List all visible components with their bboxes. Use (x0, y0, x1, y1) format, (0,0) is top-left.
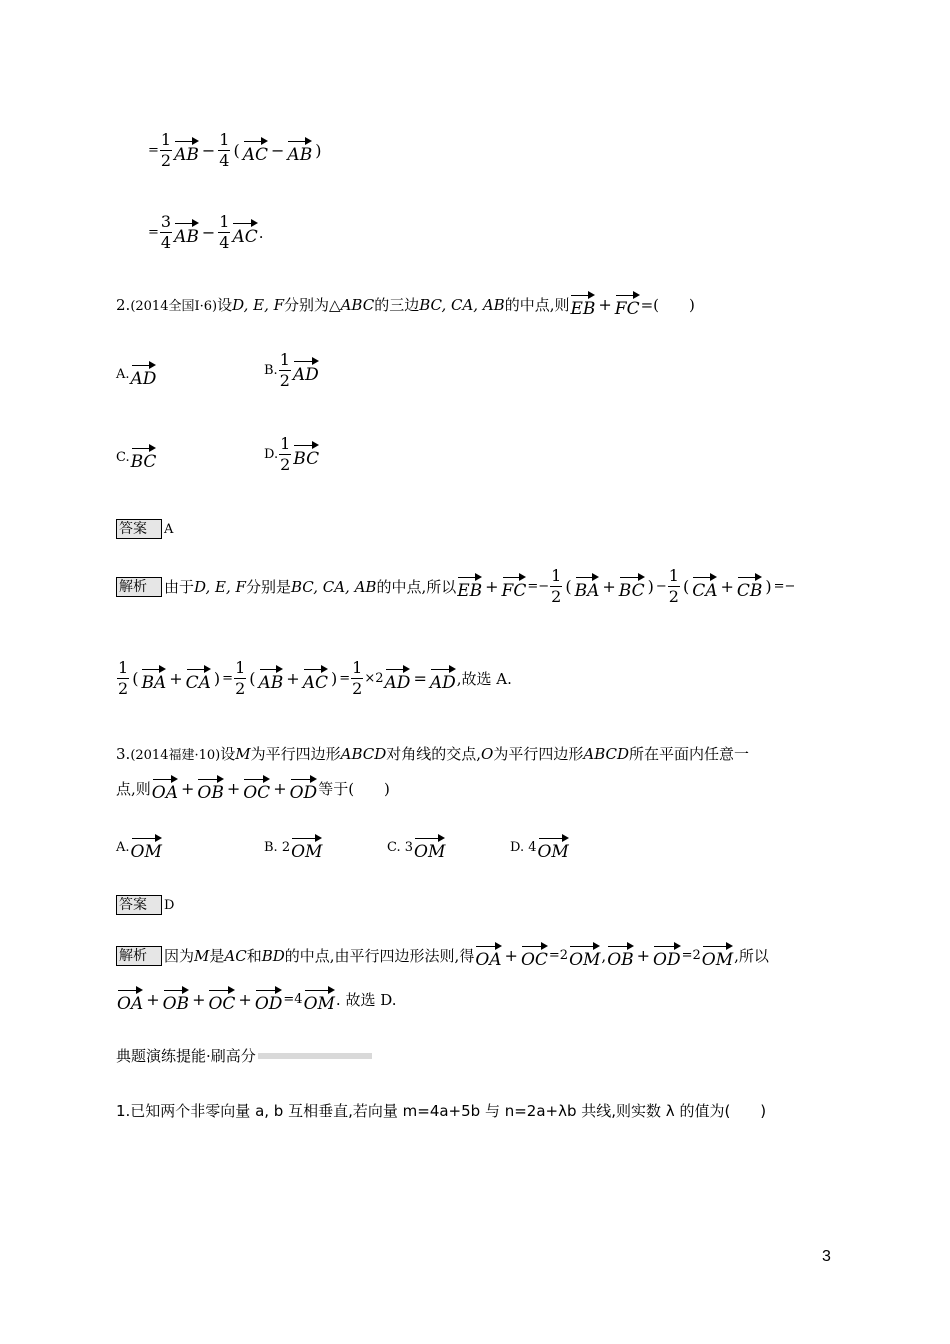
vector-oc: OC (521, 941, 548, 970)
vector-ob: OB (197, 774, 223, 803)
q2-stem: 2. (2014全国Ⅰ·6) 设 D, E, F 分别为△ ABC 的三边 BC, CA, AB 的中点,则 EB + FC =( ) (116, 290, 695, 319)
vector-oa: OA (152, 774, 178, 803)
fraction-half: $\frac{1}{2}$ (352, 658, 363, 698)
vector-om: OM (291, 833, 322, 862)
answer-value: A (164, 521, 174, 537)
vector-ad: AD (293, 356, 319, 385)
answer-tag: 答案 (116, 519, 162, 539)
vector-ad: AD (385, 664, 411, 693)
vector-ob: OB (163, 985, 189, 1014)
fraction-half: $\frac{1}{2}$ (279, 350, 290, 390)
analysis-tag: 解析 (116, 946, 162, 966)
vector-ab: AB (259, 664, 284, 693)
q2-analysis-line-1: 解析 由于 D, E, F 分别是 BC, CA, AB 的中点,所以 EB + FC =− $\frac{1}{2}$ ( BA + BC ) − $\frac{1}{2}$ ( CA + CB ) =− (116, 568, 795, 605)
vector-ad: AD (430, 664, 456, 693)
answer-value: D (164, 897, 175, 913)
analysis-tag: 解析 (116, 577, 162, 597)
q2-option-a: A. AD (116, 360, 157, 389)
q2-option-d: D. $\frac{1}{2}$ BC (264, 434, 320, 474)
vector-ab: AB (287, 136, 312, 165)
fraction-half: $\frac{1}{2}$ (668, 566, 679, 606)
vector-od: OD (255, 985, 283, 1014)
vector-eb: EB (457, 572, 482, 601)
vector-bc: BC (131, 443, 157, 472)
q2-number: 2. (116, 295, 131, 314)
equals: = (148, 143, 159, 158)
vector-oc: OC (208, 985, 235, 1014)
q2-option-b: B. $\frac{1}{2}$ AD (264, 350, 319, 390)
q3-number: 3. (116, 744, 131, 763)
q2-option-c: C. BC (116, 443, 157, 472)
vector-ad: AD (131, 360, 157, 389)
vector-ca: CA (186, 664, 211, 693)
fraction-three-quarters: $\frac{3}{4}$ (160, 212, 172, 252)
q3-stem-line-1: 3. (2014福建·10) 设 M 为平行四边形 ABCD 对角线的交点, O 为平行四边形 ABCD 所在平面内任意一 (116, 744, 750, 763)
vector-fc: FC (615, 290, 640, 319)
vector-ob: OB (607, 941, 633, 970)
vector-ba: BA (575, 572, 600, 601)
vector-ac: AC (232, 218, 257, 247)
continuation-line-2: = $\frac{3}{4}$ AB − $\frac{1}{4}$ AC . (148, 212, 264, 252)
vector-bc: BC (619, 572, 645, 601)
answer-tag: 答案 (116, 895, 162, 915)
fraction-quarter: $\frac{1}{4}$ (219, 130, 230, 170)
fraction-half: $\frac{1}{2}$ (118, 658, 129, 698)
vector-oa: OA (475, 941, 501, 970)
equals: = (148, 225, 159, 240)
vector-om: OM (569, 941, 600, 970)
vector-ab: AB (174, 218, 199, 247)
q2-analysis-line-2: $\frac{1}{2}$ ( BA + CA ) = $\frac{1}{2}$ ( AB + AC ) = $\frac{1}{2}$ ×2 AD = AD ,故选 A. (118, 658, 512, 698)
q3-source: (2014福建·10) (130, 748, 221, 763)
q3-option-b: B. 2 OM (264, 833, 323, 862)
fraction-half: $\frac{1}{2}$ (551, 566, 562, 606)
vector-eb: EB (570, 290, 595, 319)
vector-ab: AB (174, 136, 199, 165)
fraction-half: $\frac{1}{2}$ (235, 658, 246, 698)
vector-oc: OC (243, 774, 270, 803)
continuation-line-1: = $\frac{1}{2}$ AB − $\frac{1}{4}$ ( AC − AB ) (148, 130, 322, 170)
section-divider (258, 1053, 372, 1059)
vector-ca: CA (692, 572, 717, 601)
vector-om: OM (414, 833, 445, 862)
vector-fc: FC (502, 572, 527, 601)
q3-analysis-line-1: 解析 因为 M 是 AC 和 BD 的中点,由平行四边形法则,得 OA + OC =2 OM , OB + OD =2 OM ,所以 (116, 941, 769, 970)
new-q1-stem (116, 1100, 766, 1121)
vector-ac: AC (303, 664, 328, 693)
q3-option-d: D. 4 OM (510, 833, 570, 862)
section-header (116, 1045, 372, 1066)
vector-cb: CB (737, 572, 763, 601)
vector-om: OM (538, 833, 569, 862)
fraction-quarter: $\frac{1}{4}$ (219, 212, 230, 252)
section-title: 典题演练提能·刷高分 (116, 1047, 256, 1065)
vector-ba: BA (141, 664, 166, 693)
vector-om: OM (702, 941, 733, 970)
q3-answer (116, 895, 174, 915)
vector-od: OD (653, 941, 681, 970)
q3-option-a: A. OM (116, 833, 163, 862)
vector-oa: OA (117, 985, 143, 1014)
fraction-half: $\frac{1}{2}$ (160, 130, 172, 170)
q2-source: (2014全国Ⅰ·6) (130, 299, 218, 314)
q3-stem-line-2: 点,则 OA + OB + OC + OD 等于( ) (116, 774, 390, 803)
q3-option-c: C. 3 OM (387, 833, 446, 862)
q3-analysis-line-2: OA + OB + OC + OD =4 OM . 故选 D. (116, 985, 397, 1014)
vector-ac: AC (243, 136, 268, 165)
vector-om: OM (304, 985, 335, 1014)
vector-om: OM (131, 833, 162, 862)
new-q1-text: 1.已知两个非零向量 a, b 互相垂直,若向量 m=4a+5b 与 n=2a+λb 共线,则实数 λ 的值为( ) (116, 1102, 767, 1120)
q2-answer (116, 519, 173, 539)
vector-bc: BC (293, 440, 319, 469)
page-number: 3 (822, 1248, 831, 1265)
fraction-half: $\frac{1}{2}$ (280, 434, 291, 474)
vector-od: OD (290, 774, 318, 803)
